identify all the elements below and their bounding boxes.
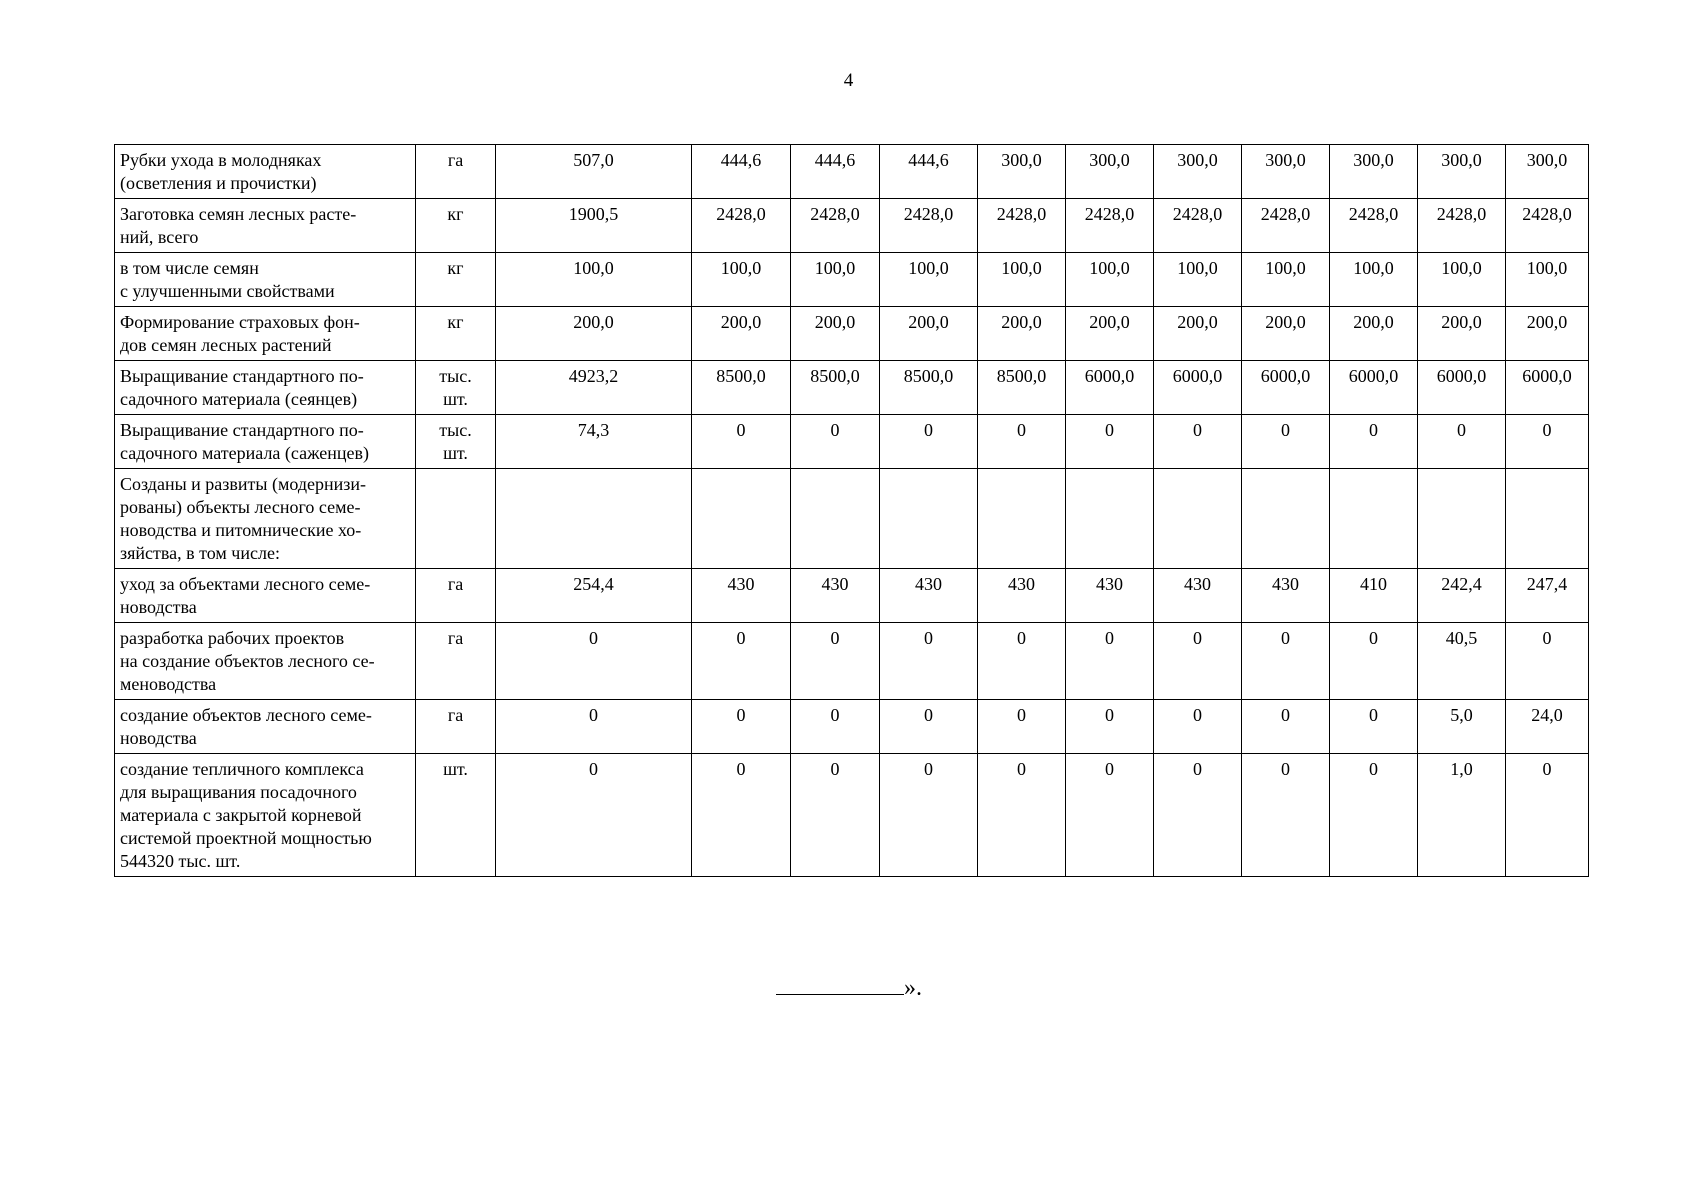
value-cell: 444,6	[791, 145, 880, 199]
value-cell	[1418, 469, 1506, 569]
value-cell: 2428,0	[1506, 199, 1589, 253]
value-cell: 0	[692, 700, 791, 754]
value-cell: 200,0	[1418, 307, 1506, 361]
value-cell: 0	[1242, 700, 1330, 754]
value-cell: 242,4	[1418, 569, 1506, 623]
indicator-name-cell: разработка рабочих проектов на создание объектов лесного се- меноводства	[115, 623, 416, 700]
value-cell: 0	[791, 415, 880, 469]
value-cell: 430	[791, 569, 880, 623]
value-cell: 0	[1154, 623, 1242, 700]
value-cell: 200,0	[791, 307, 880, 361]
indicator-name-cell: уход за объектами лесного семе- новодства	[115, 569, 416, 623]
value-cell: 2428,0	[978, 199, 1066, 253]
value-cell: 1,0	[1418, 754, 1506, 877]
table-row	[115, 569, 1589, 623]
indicator-name-cell: Выращивание стандартного по- садочного материала (саженцев)	[115, 415, 416, 469]
table-body	[115, 145, 1589, 877]
value-cell: 200,0	[1066, 307, 1154, 361]
value-cell: 40,5	[1418, 623, 1506, 700]
value-cell: 0	[1066, 754, 1154, 877]
value-cell: 0	[496, 754, 692, 877]
value-cell: 6000,0	[1506, 361, 1589, 415]
unit-cell	[416, 469, 496, 569]
value-cell: 4923,2	[496, 361, 692, 415]
unit-cell: га	[416, 700, 496, 754]
value-cell: 430	[1066, 569, 1154, 623]
value-cell: 0	[1154, 700, 1242, 754]
value-cell: 74,3	[496, 415, 692, 469]
value-cell: 300,0	[1506, 145, 1589, 199]
value-cell: 0	[1330, 623, 1418, 700]
value-cell: 0	[791, 623, 880, 700]
value-cell: 200,0	[692, 307, 791, 361]
table-row	[115, 623, 1589, 700]
value-cell: 300,0	[1154, 145, 1242, 199]
value-cell: 0	[496, 700, 692, 754]
value-cell: 410	[1330, 569, 1418, 623]
value-cell: 2428,0	[1330, 199, 1418, 253]
value-cell: 0	[1154, 754, 1242, 877]
closing-mark	[776, 970, 922, 1003]
value-cell: 100,0	[1418, 253, 1506, 307]
indicator-name-cell: Формирование страховых фон- дов семян лесных растений	[115, 307, 416, 361]
value-cell: 0	[1242, 754, 1330, 877]
value-cell: 0	[1506, 415, 1589, 469]
value-cell: 300,0	[1242, 145, 1330, 199]
value-cell: 200,0	[1242, 307, 1330, 361]
value-cell	[1066, 469, 1154, 569]
value-cell: 507,0	[496, 145, 692, 199]
value-cell: 200,0	[880, 307, 978, 361]
value-cell: 0	[1066, 623, 1154, 700]
value-cell: 0	[1506, 623, 1589, 700]
value-cell: 0	[1418, 415, 1506, 469]
value-cell: 0	[1506, 754, 1589, 877]
value-cell: 0	[1066, 415, 1154, 469]
unit-cell: кг	[416, 199, 496, 253]
value-cell: 300,0	[1418, 145, 1506, 199]
closing-line	[776, 970, 904, 995]
value-cell: 430	[1242, 569, 1330, 623]
value-cell: 100,0	[1154, 253, 1242, 307]
unit-cell: тыс. шт.	[416, 415, 496, 469]
value-cell: 300,0	[1330, 145, 1418, 199]
value-cell: 0	[692, 623, 791, 700]
table-row	[115, 253, 1589, 307]
value-cell: 444,6	[692, 145, 791, 199]
value-cell: 430	[978, 569, 1066, 623]
value-cell: 8500,0	[791, 361, 880, 415]
value-cell: 0	[1330, 415, 1418, 469]
value-cell: 100,0	[1330, 253, 1418, 307]
value-cell: 0	[692, 415, 791, 469]
indicator-name-cell: в том числе семян с улучшенными свойствами	[115, 253, 416, 307]
value-cell	[1330, 469, 1418, 569]
value-cell: 300,0	[1066, 145, 1154, 199]
value-cell: 254,4	[496, 569, 692, 623]
indicator-name-cell: создание объектов лесного семе- новодства	[115, 700, 416, 754]
value-cell: 24,0	[1506, 700, 1589, 754]
value-cell: 0	[880, 415, 978, 469]
value-cell: 0	[1154, 415, 1242, 469]
data-table	[114, 144, 1589, 877]
indicator-name-cell: создание тепличного комплекса для выращивания посадочного материала с закрытой корневой системой проектной мощностью 544320 тыс. шт.	[115, 754, 416, 877]
table-row	[115, 469, 1589, 569]
value-cell: 300,0	[978, 145, 1066, 199]
value-cell: 100,0	[880, 253, 978, 307]
value-cell: 6000,0	[1330, 361, 1418, 415]
value-cell: 0	[791, 754, 880, 877]
value-cell: 6000,0	[1066, 361, 1154, 415]
unit-cell: тыс. шт.	[416, 361, 496, 415]
table-row	[115, 754, 1589, 877]
value-cell	[1506, 469, 1589, 569]
value-cell: 8500,0	[880, 361, 978, 415]
table-row	[115, 361, 1589, 415]
value-cell: 0	[791, 700, 880, 754]
unit-cell: га	[416, 623, 496, 700]
value-cell: 100,0	[978, 253, 1066, 307]
value-cell: 0	[1330, 754, 1418, 877]
value-cell: 1900,5	[496, 199, 692, 253]
indicator-name-cell: Заготовка семян лесных расте- ний, всего	[115, 199, 416, 253]
value-cell: 2428,0	[1154, 199, 1242, 253]
value-cell	[791, 469, 880, 569]
indicator-name-cell: Созданы и развиты (модернизи- рованы) объекты лесного семе- новодства и питомнические хо- зяйства, в том числе:	[115, 469, 416, 569]
value-cell: 100,0	[496, 253, 692, 307]
unit-cell: кг	[416, 307, 496, 361]
value-cell: 2428,0	[1418, 199, 1506, 253]
value-cell: 100,0	[1506, 253, 1589, 307]
value-cell	[1154, 469, 1242, 569]
value-cell: 200,0	[1154, 307, 1242, 361]
value-cell: 2428,0	[880, 199, 978, 253]
page-number: 4	[843, 70, 854, 91]
value-cell: 6000,0	[1418, 361, 1506, 415]
table-row	[115, 415, 1589, 469]
value-cell: 200,0	[1330, 307, 1418, 361]
unit-cell: шт.	[416, 754, 496, 877]
value-cell: 0	[978, 623, 1066, 700]
value-cell: 8500,0	[692, 361, 791, 415]
value-cell: 2428,0	[1066, 199, 1154, 253]
value-cell	[880, 469, 978, 569]
value-cell	[978, 469, 1066, 569]
value-cell	[1242, 469, 1330, 569]
value-cell: 2428,0	[692, 199, 791, 253]
value-cell: 430	[692, 569, 791, 623]
indicator-name-cell: Выращивание стандартного по- садочного материала (сеянцев)	[115, 361, 416, 415]
value-cell	[692, 469, 791, 569]
indicator-name-cell: Рубки ухода в молодняках (осветления и прочистки)	[115, 145, 416, 199]
value-cell: 0	[880, 700, 978, 754]
closing-quote: ».	[904, 975, 922, 1001]
unit-cell: га	[416, 569, 496, 623]
value-cell: 100,0	[692, 253, 791, 307]
value-cell	[496, 469, 692, 569]
value-cell: 100,0	[1242, 253, 1330, 307]
value-cell: 0	[1066, 700, 1154, 754]
value-cell: 0	[692, 754, 791, 877]
value-cell: 5,0	[1418, 700, 1506, 754]
value-cell: 247,4	[1506, 569, 1589, 623]
value-cell: 200,0	[496, 307, 692, 361]
value-cell: 430	[1154, 569, 1242, 623]
value-cell: 0	[978, 415, 1066, 469]
value-cell: 0	[880, 623, 978, 700]
value-cell: 430	[880, 569, 978, 623]
value-cell: 6000,0	[1154, 361, 1242, 415]
value-cell: 0	[978, 700, 1066, 754]
table-row	[115, 700, 1589, 754]
value-cell: 0	[978, 754, 1066, 877]
value-cell: 200,0	[978, 307, 1066, 361]
value-cell: 0	[1242, 623, 1330, 700]
value-cell: 2428,0	[791, 199, 880, 253]
value-cell: 0	[1242, 415, 1330, 469]
value-cell: 2428,0	[1242, 199, 1330, 253]
unit-cell: га	[416, 145, 496, 199]
value-cell: 100,0	[1066, 253, 1154, 307]
value-cell: 0	[880, 754, 978, 877]
value-cell: 444,6	[880, 145, 978, 199]
value-cell: 8500,0	[978, 361, 1066, 415]
table-row	[115, 145, 1589, 199]
unit-cell: кг	[416, 253, 496, 307]
table-row	[115, 199, 1589, 253]
value-cell: 6000,0	[1242, 361, 1330, 415]
value-cell: 200,0	[1506, 307, 1589, 361]
value-cell: 0	[1330, 700, 1418, 754]
value-cell: 0	[496, 623, 692, 700]
table-row	[115, 307, 1589, 361]
value-cell: 100,0	[791, 253, 880, 307]
